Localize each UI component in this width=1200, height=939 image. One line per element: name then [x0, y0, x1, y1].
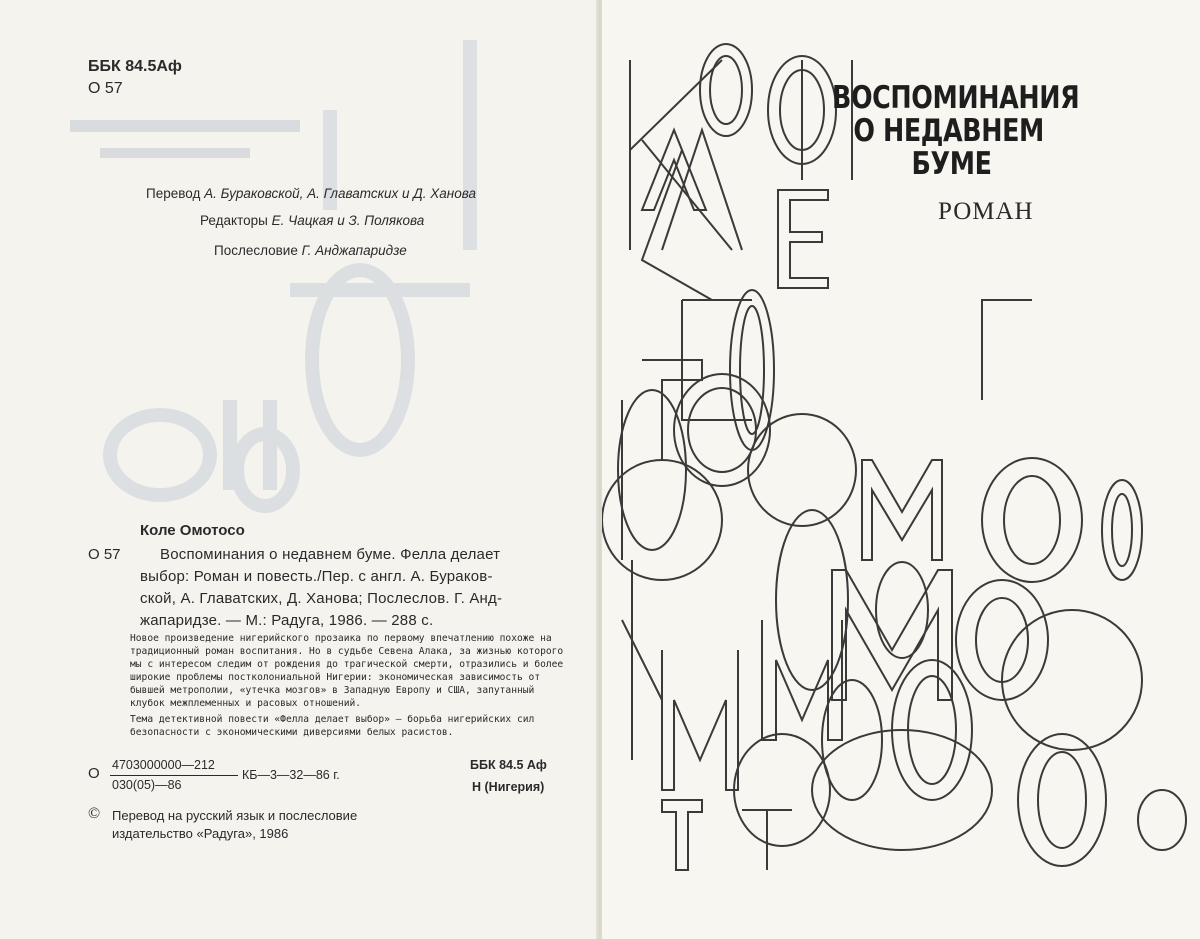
afterword-credit — [214, 243, 407, 258]
editors-credit — [200, 213, 424, 228]
catalog-card-number: О 57 — [88, 546, 121, 563]
isbn-prefix: О — [88, 765, 100, 782]
editors: Е. Чацкая и З. Полякова — [271, 213, 425, 228]
annotation-paragraph: Новое произведение нигерийского прозаика по первому впечатлению похоже на традиционный роман воспитания. Но в судьбе Севена Алака, за жизнью которого мы с интересом следим от рождения до трагической смерти, отразились и более широкие проблемы постколониальной Нигерии: экономическая зависимость от бывшей метрополии, «утечка мозгов» в Западную Европу и США, запутанный клубок межплеменных и расовых отношений. — [130, 633, 564, 709]
left-page — [0, 0, 598, 939]
book-title-line: БУМЕ — [911, 146, 992, 182]
bbk-code: ББК 84.5Аф — [88, 58, 182, 75]
book-title — [832, 82, 1079, 181]
isbn-numerator: 4703000000—212 — [112, 758, 215, 772]
book-title-line: О НЕДАВНЕМ — [853, 113, 1044, 149]
copyright-symbol: © — [88, 805, 101, 822]
genre-label: РОМАН — [938, 198, 1034, 225]
catalog-description-line: Воспоминания о недавнем буме. Фелла делает — [160, 546, 501, 563]
translators: А. Бураковской, А. Главатских и Д. Ханова — [204, 186, 476, 201]
isbn-fraction-line — [110, 775, 238, 776]
isbn-denominator: 030(05)—86 — [112, 778, 182, 792]
afterword-author: Г. Анджапаридзе — [301, 243, 407, 258]
catalog-description-line: ской, А. Главатских, Д. Ханова; Послеслов. Г. Анд- — [140, 590, 503, 607]
catalog-number: О 57 — [88, 80, 123, 97]
copyright-line: издательство «Радуга», 1986 — [112, 826, 289, 841]
translation-label: Перевод — [146, 186, 201, 201]
translation-credit — [146, 186, 476, 201]
catalog-country: Н (Нигерия) — [472, 780, 545, 794]
afterword-label: Послесловие — [214, 243, 298, 258]
copyright-line: Перевод на русский язык и послесловие — [112, 808, 358, 823]
editors-label: Редакторы — [200, 213, 268, 228]
isbn-suffix: КБ—3—32—86 г. — [242, 768, 340, 782]
bleed-through-ghost-art — [0, 0, 598, 939]
catalog-bbk: ББК 84.5 Аф — [470, 758, 547, 772]
book-title-line: ВОСПОМИНАНИЯ — [832, 80, 1080, 116]
catalog-author: Коле Омотосо — [140, 522, 245, 539]
catalog-description-line: выбор: Роман и повесть./Пер. с англ. А. Бураков- — [140, 568, 493, 585]
right-page — [602, 0, 1200, 939]
catalog-description-line: жапаридзе. — М.: Радуга, 1986. — 288 с. — [140, 612, 434, 629]
annotation-paragraph: Тема детективной повести «Фелла делает выбор» — борьба нигерийских сил безопасности с экономическими диверсиями белых расистов. — [130, 714, 535, 738]
